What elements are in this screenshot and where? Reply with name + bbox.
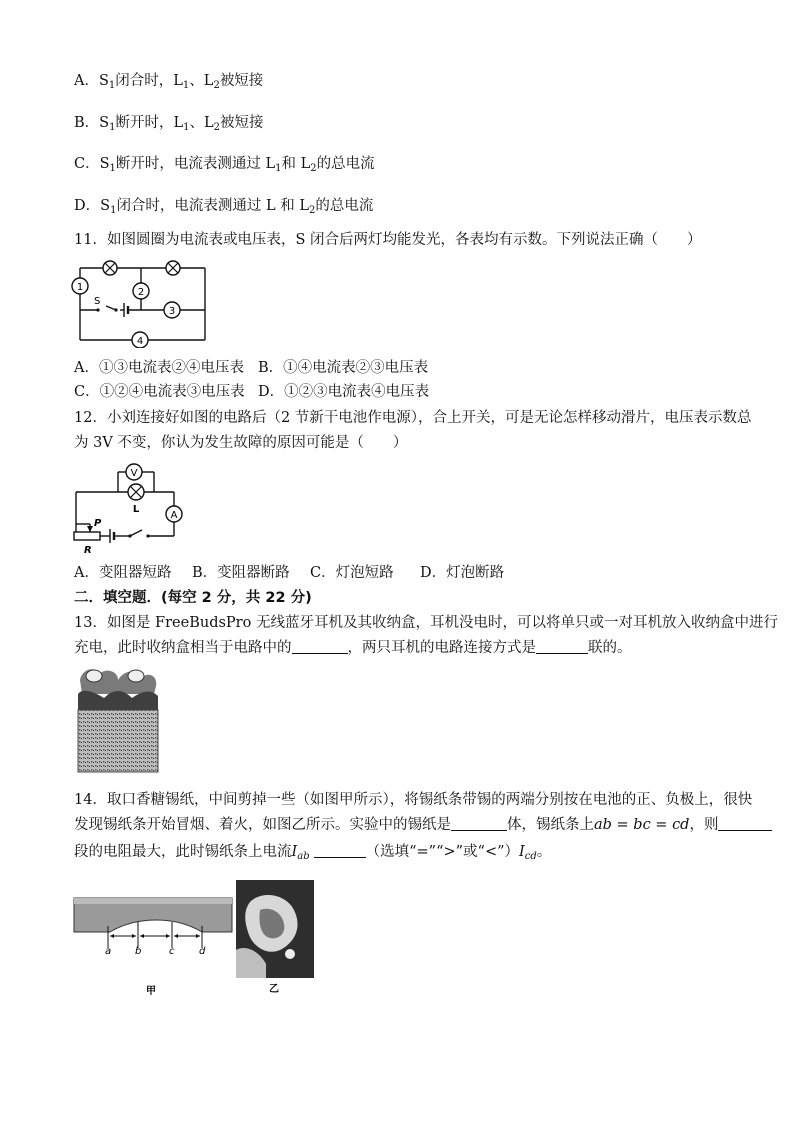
label-b: b <box>135 946 142 957</box>
q11-options-row-2 <box>74 382 429 402</box>
section-2-heading: 二．填空题．(每空 2 分，共 22 分) <box>74 590 312 606</box>
svg-text:V: V <box>130 468 138 479</box>
label-yi: 乙 <box>269 984 279 994</box>
svg-text:A: A <box>170 510 178 521</box>
figure-yi-photo <box>236 880 314 994</box>
q11-lamp-1 <box>103 261 117 275</box>
q11-meter-2 <box>133 283 149 299</box>
svg-text:3: 3 <box>168 306 176 317</box>
svg-text:2: 2 <box>137 287 145 298</box>
q12-voltmeter <box>126 464 142 480</box>
q10-option-c: C．$S_1$断开时，电流表测通过 $L_1$和 $L_2$的总电流 <box>74 156 375 174</box>
q12-slider-label: P <box>94 518 102 529</box>
q14-stem-line-3: 段的电阻最大，此时锡纸条上电流$I_{ab}$ （选填“=”“>”或“$<”)I_{cd}$。 <box>74 844 552 862</box>
q11-option-c: C．①②④电流表③电压表 <box>74 384 245 400</box>
q10-option-d: D．$S_1$闭合时，电流表测通过 L 和 $L_2$的总电流 <box>74 198 374 216</box>
q11-stem: 11．如图圆圈为电流表或电压表，S 闭合后两灯均能发光，各表均有示数。下列说法正确（ ） <box>74 232 702 248</box>
q11-meter-3 <box>164 302 180 318</box>
q11-meter-1 <box>72 278 88 294</box>
q11-circuit-diagram <box>70 256 210 348</box>
q13-stem-line-2: 充电，此时收纳盒相当于电路中的 ，两只耳机的电路连接方式是 联的。 <box>74 640 632 656</box>
q12-option-d: D．灯泡断路 <box>420 565 505 581</box>
q10-option-a: A．$S_1$闭合时，$L_1$、$L_2$被短接 <box>74 73 264 91</box>
q12-ammeter <box>166 506 182 522</box>
q13-blank-1[interactable] <box>292 639 348 654</box>
q14-equation: ab = bc = cd <box>594 817 690 833</box>
label-c: c <box>169 946 175 957</box>
q12-circuit-diagram <box>70 460 190 556</box>
label-d: d <box>199 946 206 957</box>
q11-options-row-1 <box>74 358 428 378</box>
q12-options-row <box>74 563 504 583</box>
q10-option-b: B．$S_1$断开时，$L_1$、$L_2$被短接 <box>74 115 264 133</box>
figure-jia-tin-foil <box>72 890 234 1000</box>
q13-stem-line-1: 13．如图是 FreeBudsPro 无线蓝牙耳机及其收纳盒，耳机没电时，可以将单只或一对耳机放入收纳盒中进行 <box>74 615 778 631</box>
q12-resistor-label: R <box>84 545 92 556</box>
q12-option-c: C．灯泡短路 <box>310 565 394 581</box>
q13-blank-2[interactable] <box>536 639 588 654</box>
q11-meter-4 <box>132 332 148 348</box>
q11-option-a: A．①③电流表②④电压表 <box>74 360 244 376</box>
q14-blank-3[interactable] <box>314 843 366 858</box>
earbuds-photo <box>74 664 160 776</box>
q11-option-b: B．①④电流表②③电压表 <box>258 360 429 376</box>
q12-lamp <box>128 484 144 500</box>
q12-option-a: A．变阻器短路 <box>74 565 172 581</box>
q14-stem-line-1: 14．取口香糖锡纸，中间剪掉一些（如图甲所示），将锡纸条带锡的两端分别按在电池的正、负极上，很快 <box>74 792 753 808</box>
svg-text:4: 4 <box>136 336 144 347</box>
q12-lamp-label: L <box>132 504 140 515</box>
q12-stem-line-1: 12．小刘连接好如图的电路后（2 节新干电池作电源），合上开关，可是无论怎样移动滑片，电压表示数总 <box>74 410 752 426</box>
q14-blank-1[interactable] <box>451 816 507 831</box>
q12-stem-line-2: 为 3V 不变，你认为发生故障的原因可能是（ ） <box>74 435 408 451</box>
q11-switch-label: S <box>94 296 101 307</box>
q14-stem-line-2: 发现锡纸条开始冒烟、着火，如图乙所示。实验中的锡纸是 体，锡纸条上ab = bc = cd，则 <box>74 815 772 835</box>
q11-option-d: D．①②③电流表④电压表 <box>258 384 430 400</box>
label-jia: 甲 <box>146 986 156 997</box>
svg-text:1: 1 <box>76 282 84 293</box>
q11-lamp-2 <box>166 261 180 275</box>
q12-option-b: B．变阻器断路 <box>192 565 290 581</box>
label-a: a <box>105 946 112 957</box>
q14-blank-2[interactable] <box>718 816 772 831</box>
